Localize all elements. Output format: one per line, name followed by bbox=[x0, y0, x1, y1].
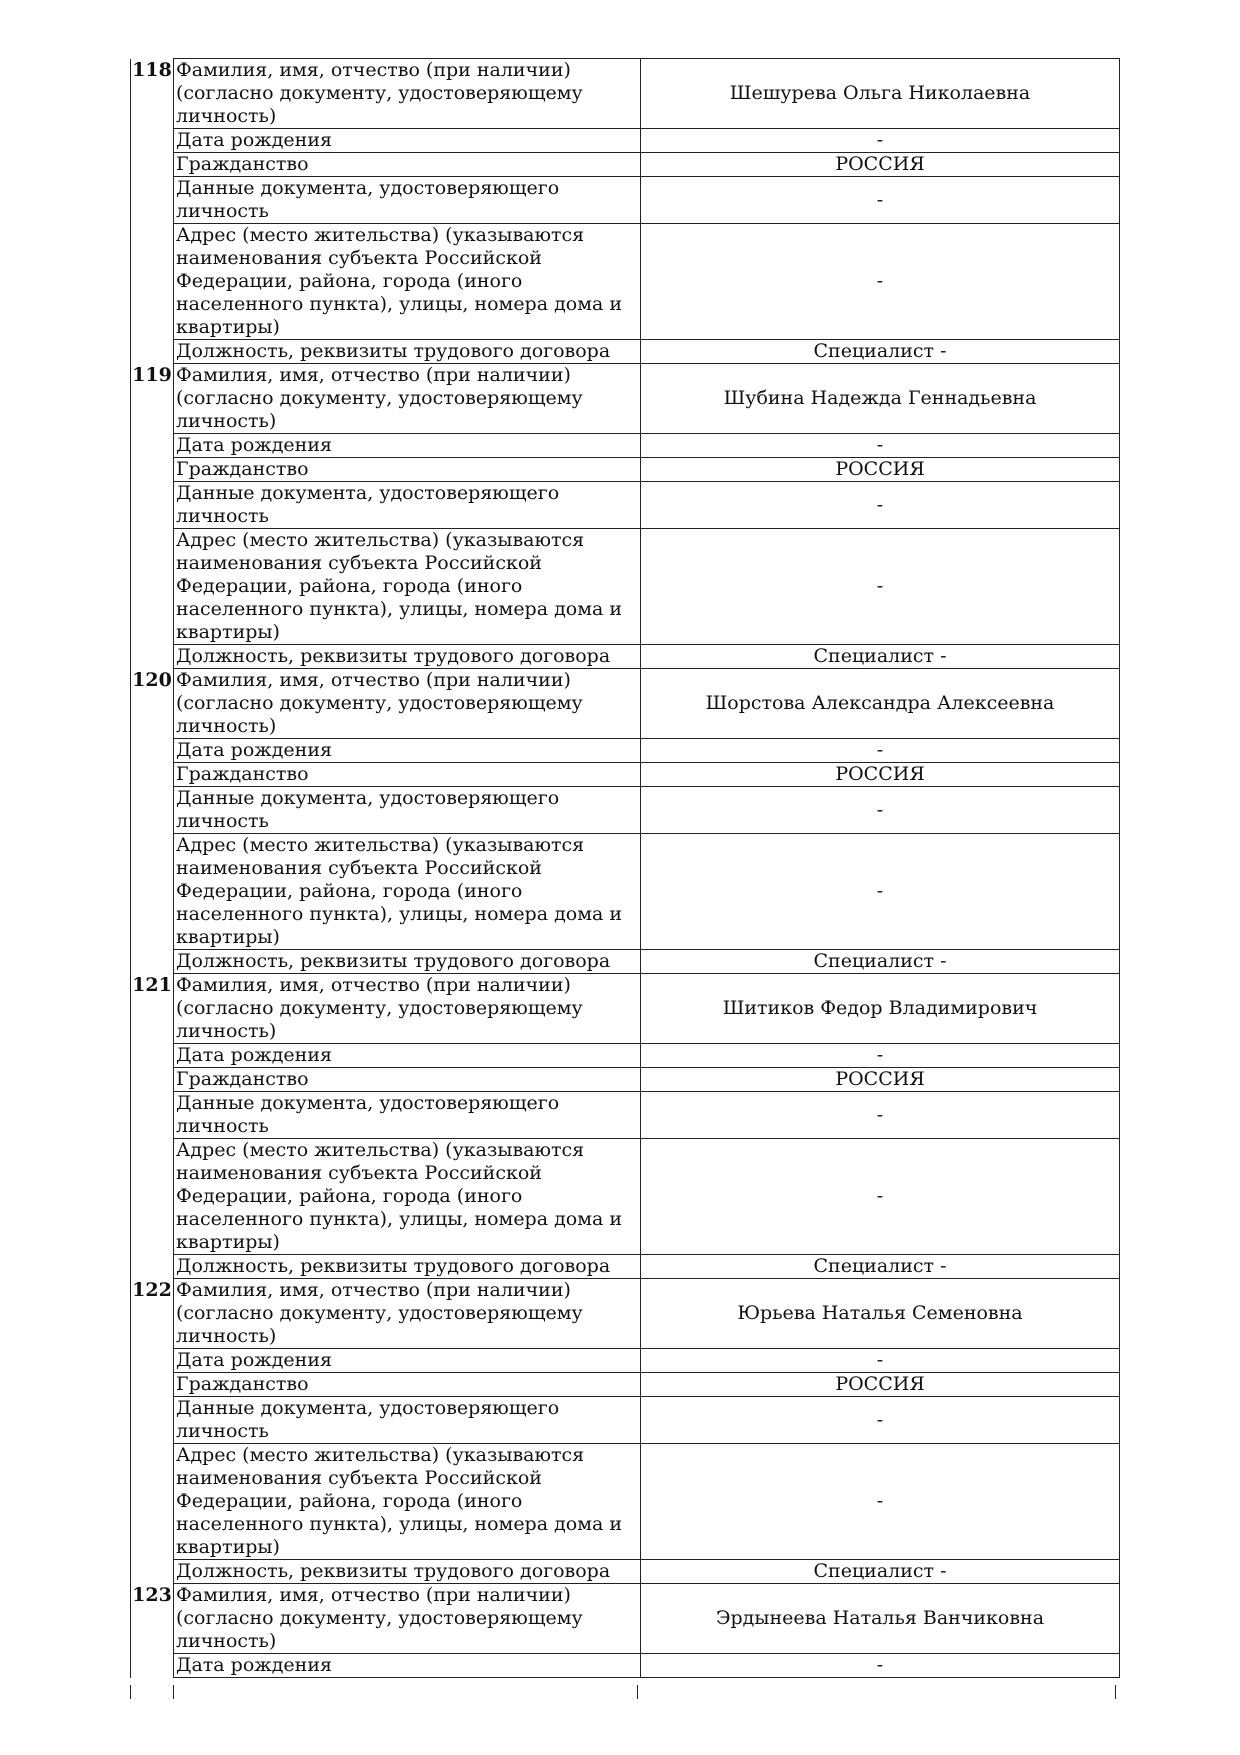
position-label: Должность, реквизиты трудового договора bbox=[174, 1560, 641, 1584]
full-name-label: Фамилия, имя, отчество (при наличии) (согласно документу, удостоверяющему личность) bbox=[174, 364, 641, 434]
address-label: Адрес (место жительства) (указываются наименования субъекта Российской Федерации, района, города (иного населенного пункта), улицы, номера дома и квартиры) bbox=[174, 224, 641, 340]
table-row bbox=[131, 1279, 1120, 1349]
table-row bbox=[131, 645, 1120, 669]
table-continuation bbox=[130, 1685, 1121, 1699]
citizenship-label: Гражданство bbox=[174, 458, 641, 482]
id-document-label: Данные документа, удостоверяющего личность bbox=[174, 482, 641, 529]
birth-date-value: - bbox=[641, 739, 1120, 763]
birth-date-value: - bbox=[641, 1654, 1120, 1678]
record-number: 120 bbox=[131, 669, 174, 974]
id-document-value: - bbox=[641, 482, 1120, 529]
address-label: Адрес (место жительства) (указываются наименования субъекта Российской Федерации, района, города (иного населенного пункта), улицы, номера дома и квартиры) bbox=[174, 1139, 641, 1255]
table-row bbox=[131, 739, 1120, 763]
birth-date-label: Дата рождения bbox=[174, 434, 641, 458]
table-row bbox=[131, 763, 1120, 787]
address-value: - bbox=[641, 529, 1120, 645]
birth-date-label: Дата рождения bbox=[174, 129, 641, 153]
full-name-value: Юрьева Наталья Семеновна bbox=[641, 1279, 1120, 1349]
birth-date-label: Дата рождения bbox=[174, 1654, 641, 1678]
id-document-label: Данные документа, удостоверяющего личность bbox=[174, 177, 641, 224]
table-row bbox=[131, 1444, 1120, 1560]
birth-date-value: - bbox=[641, 1349, 1120, 1373]
position-value: Специалист - bbox=[641, 1560, 1120, 1584]
full-name-label: Фамилия, имя, отчество (при наличии) (согласно документу, удостоверяющему личность) bbox=[174, 974, 641, 1044]
table-row bbox=[131, 787, 1120, 834]
address-label: Адрес (место жительства) (указываются наименования субъекта Российской Федерации, района, города (иного населенного пункта), улицы, номера дома и квартиры) bbox=[174, 834, 641, 950]
full-name-label: Фамилия, имя, отчество (при наличии) (согласно документу, удостоверяющему личность) bbox=[174, 59, 641, 129]
citizenship-value: РОССИЯ bbox=[641, 763, 1120, 787]
table-row bbox=[131, 834, 1120, 950]
table-row bbox=[131, 482, 1120, 529]
position-label: Должность, реквизиты трудового договора bbox=[174, 340, 641, 364]
full-name-label: Фамилия, имя, отчество (при наличии) (согласно документу, удостоверяющему личность) bbox=[174, 1279, 641, 1349]
table-row bbox=[131, 1584, 1120, 1654]
birth-date-label: Дата рождения bbox=[174, 1349, 641, 1373]
table-row bbox=[131, 153, 1120, 177]
table-row bbox=[131, 1397, 1120, 1444]
citizenship-label: Гражданство bbox=[174, 1068, 641, 1092]
id-document-label: Данные документа, удостоверяющего личность bbox=[174, 1397, 641, 1444]
table-row bbox=[131, 950, 1120, 974]
table-row bbox=[131, 1373, 1120, 1397]
employee-table bbox=[130, 58, 1120, 1678]
full-name-value: Шитиков Федор Владимирович bbox=[641, 974, 1120, 1044]
position-value: Специалист - bbox=[641, 340, 1120, 364]
address-value: - bbox=[641, 224, 1120, 340]
table-row bbox=[131, 364, 1120, 434]
address-value: - bbox=[641, 1444, 1120, 1560]
table-row bbox=[131, 59, 1120, 129]
table-row bbox=[131, 1068, 1120, 1092]
id-document-label: Данные документа, удостоверяющего личность bbox=[174, 1092, 641, 1139]
table-row bbox=[131, 669, 1120, 739]
citizenship-value: РОССИЯ bbox=[641, 458, 1120, 482]
table-row bbox=[131, 1044, 1120, 1068]
address-label: Адрес (место жительства) (указываются наименования субъекта Российской Федерации, района, города (иного населенного пункта), улицы, номера дома и квартиры) bbox=[174, 529, 641, 645]
record-number: 121 bbox=[131, 974, 174, 1279]
table-row bbox=[131, 1654, 1120, 1678]
record-number: 122 bbox=[131, 1279, 174, 1584]
full-name-label: Фамилия, имя, отчество (при наличии) (согласно документу, удостоверяющему личность) bbox=[174, 669, 641, 739]
position-label: Должность, реквизиты трудового договора bbox=[174, 950, 641, 974]
citizenship-label: Гражданство bbox=[174, 153, 641, 177]
table-row bbox=[131, 224, 1120, 340]
birth-date-label: Дата рождения bbox=[174, 739, 641, 763]
table-row bbox=[131, 1560, 1120, 1584]
record-number: 119 bbox=[131, 364, 174, 669]
id-document-label: Данные документа, удостоверяющего личность bbox=[174, 787, 641, 834]
id-document-value: - bbox=[641, 177, 1120, 224]
table-row bbox=[131, 529, 1120, 645]
citizenship-label: Гражданство bbox=[174, 763, 641, 787]
address-label: Адрес (место жительства) (указываются наименования субъекта Российской Федерации, района, города (иного населенного пункта), улицы, номера дома и квартиры) bbox=[174, 1444, 641, 1560]
record-number: 123 bbox=[131, 1584, 174, 1678]
birth-date-value: - bbox=[641, 434, 1120, 458]
table-row bbox=[131, 1139, 1120, 1255]
birth-date-label: Дата рождения bbox=[174, 1044, 641, 1068]
position-label: Должность, реквизиты трудового договора bbox=[174, 645, 641, 669]
citizenship-value: РОССИЯ bbox=[641, 1373, 1120, 1397]
address-value: - bbox=[641, 834, 1120, 950]
position-label: Должность, реквизиты трудового договора bbox=[174, 1255, 641, 1279]
full-name-label: Фамилия, имя, отчество (при наличии) (согласно документу, удостоверяющему личность) bbox=[174, 1584, 641, 1654]
id-document-value: - bbox=[641, 787, 1120, 834]
position-value: Специалист - bbox=[641, 1255, 1120, 1279]
citizenship-value: РОССИЯ bbox=[641, 1068, 1120, 1092]
position-value: Специалист - bbox=[641, 645, 1120, 669]
full-name-value: Шешурева Ольга Николаевна bbox=[641, 59, 1120, 129]
table-row bbox=[131, 974, 1120, 1044]
citizenship-value: РОССИЯ bbox=[641, 153, 1120, 177]
table-row bbox=[131, 458, 1120, 482]
birth-date-value: - bbox=[641, 1044, 1120, 1068]
table-row bbox=[131, 1349, 1120, 1373]
full-name-value: Шубина Надежда Геннадьевна bbox=[641, 364, 1120, 434]
position-value: Специалист - bbox=[641, 950, 1120, 974]
full-name-value: Эрдынеева Наталья Ванчиковна bbox=[641, 1584, 1120, 1654]
record-number: 118 bbox=[131, 59, 174, 364]
id-document-value: - bbox=[641, 1397, 1120, 1444]
address-value: - bbox=[641, 1139, 1120, 1255]
table-row bbox=[131, 129, 1120, 153]
id-document-value: - bbox=[641, 1092, 1120, 1139]
table-row bbox=[131, 1255, 1120, 1279]
table-row bbox=[131, 434, 1120, 458]
table-row bbox=[131, 177, 1120, 224]
full-name-value: Шорстова Александра Алексеевна bbox=[641, 669, 1120, 739]
citizenship-label: Гражданство bbox=[174, 1373, 641, 1397]
table-row bbox=[131, 1092, 1120, 1139]
birth-date-value: - bbox=[641, 129, 1120, 153]
table-row bbox=[131, 340, 1120, 364]
